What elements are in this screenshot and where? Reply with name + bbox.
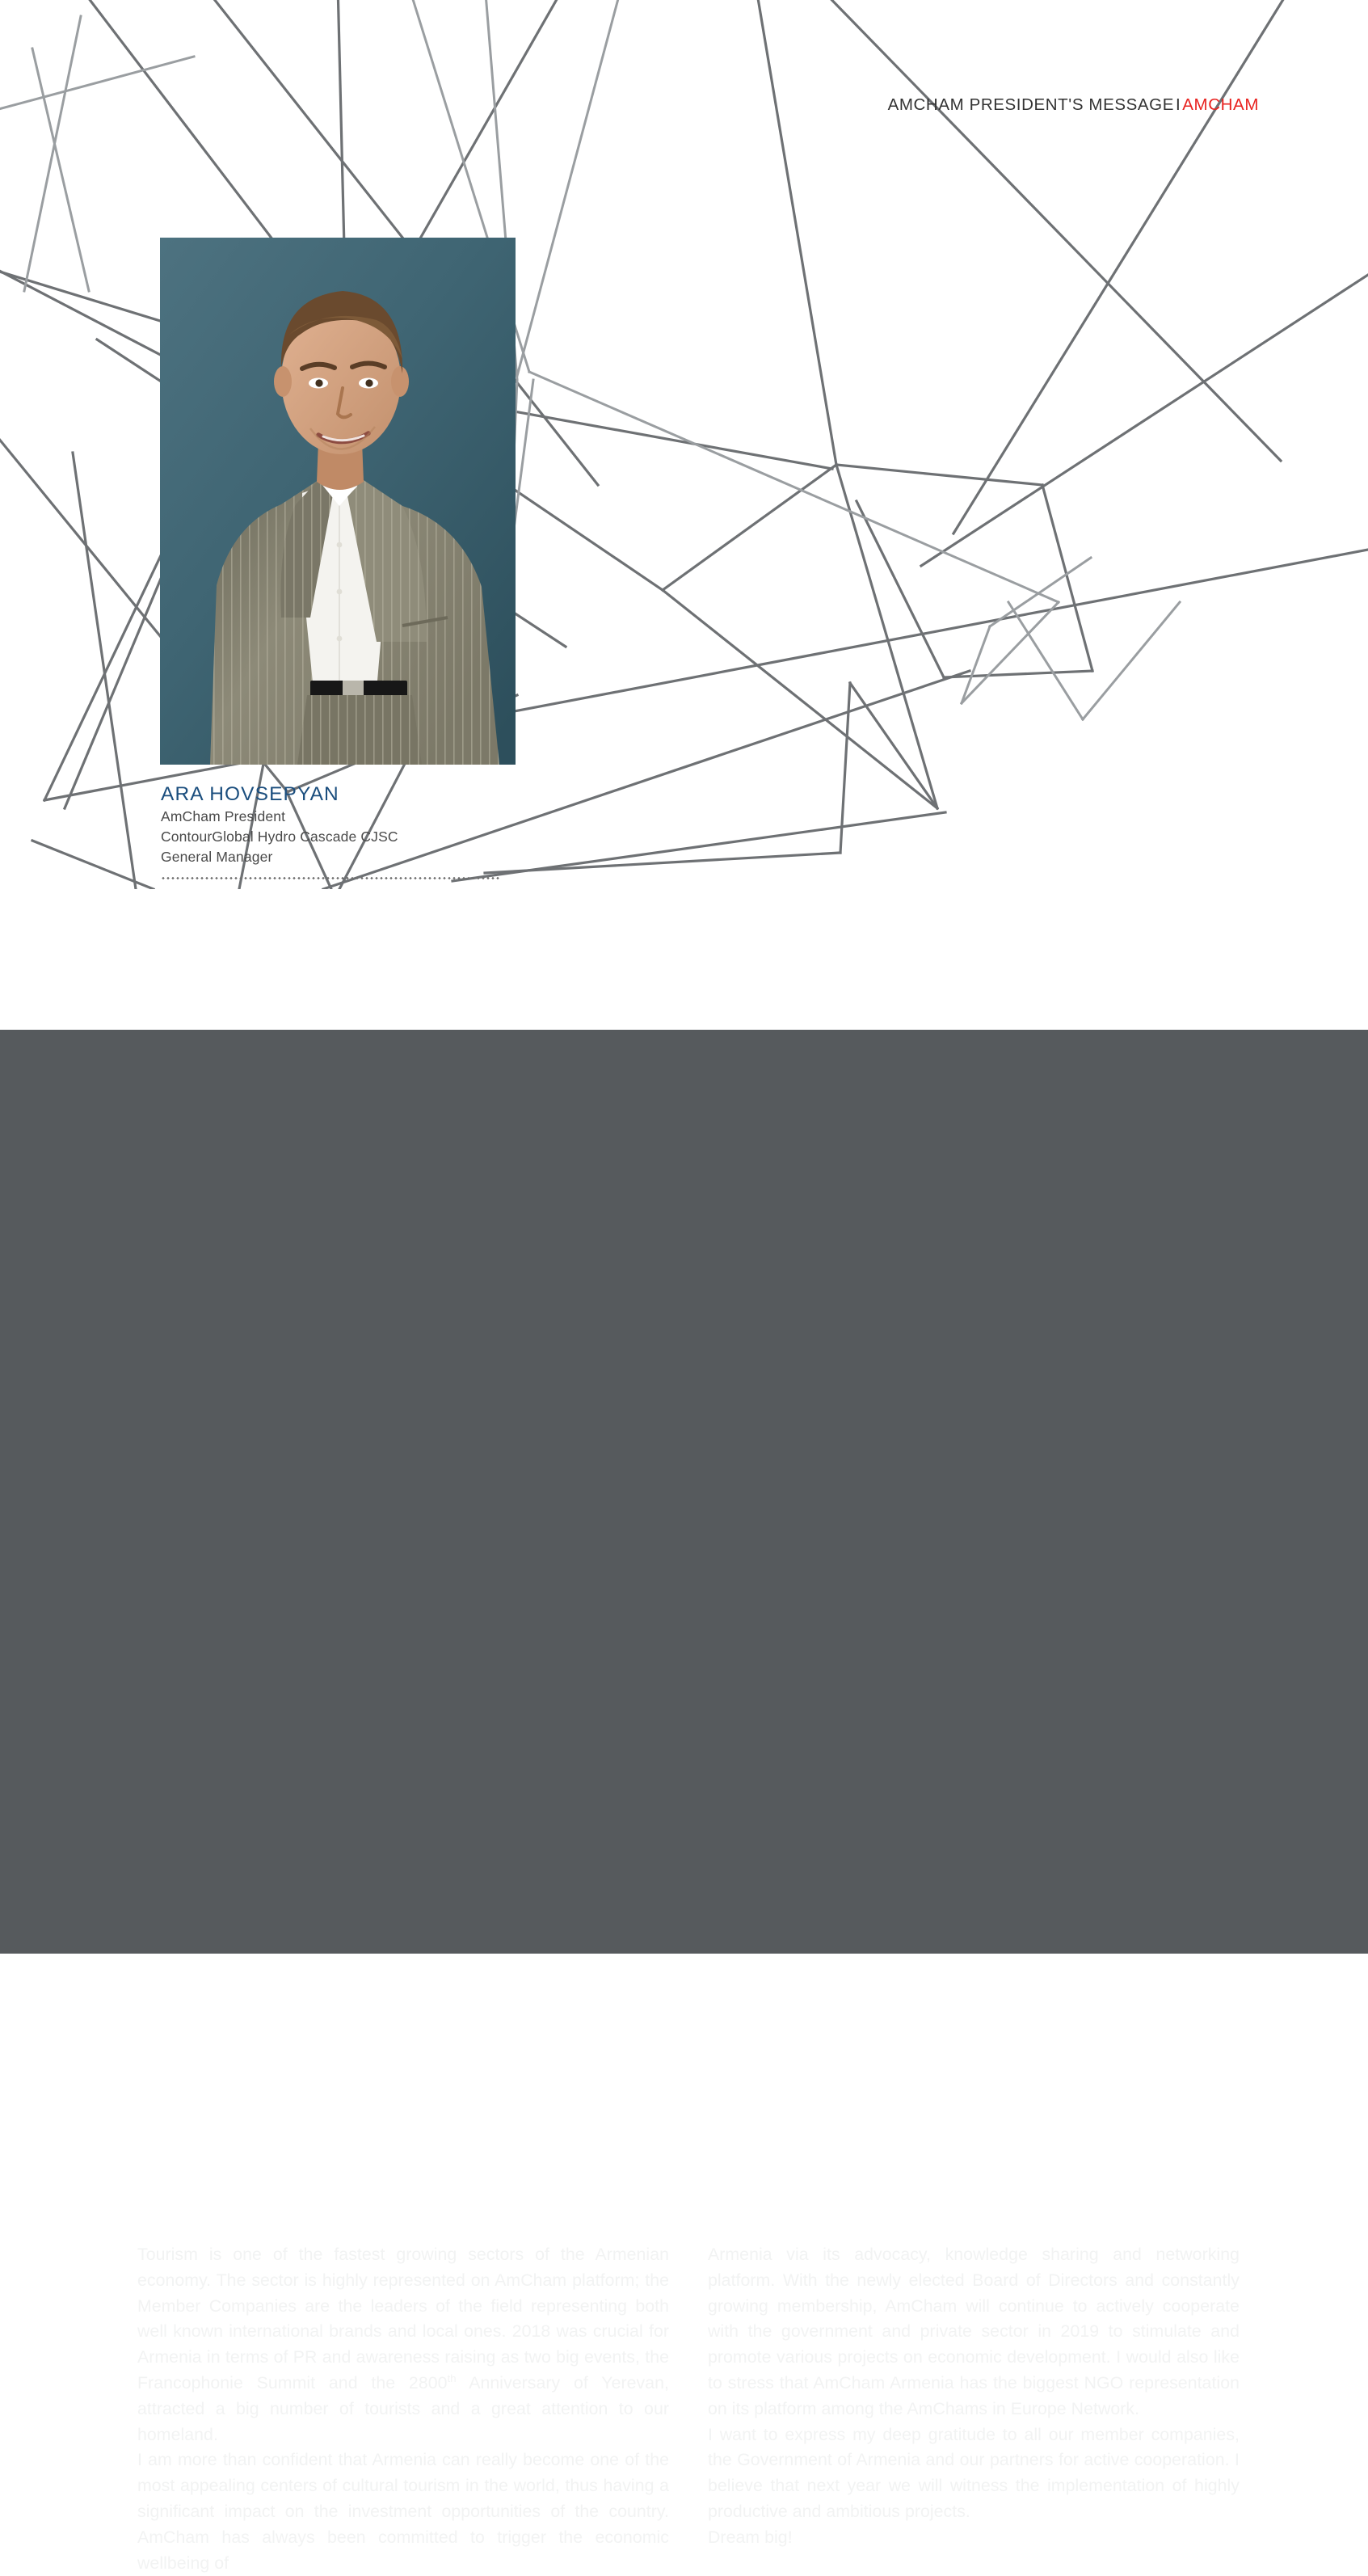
letter-section	[0, 1030, 1368, 2573]
page-header	[888, 95, 1259, 115]
left-p1-part-b: Anniversary of Yerevan, attracted a big number of tourists and a great attention to our homeland.	[137, 2372, 669, 2444]
header-section-label: AMCHAM PRESIDENT'S MESSAGE	[887, 95, 1174, 114]
letter-heading: Dear Readers,	[139, 2148, 343, 2182]
byline-block	[161, 782, 541, 879]
header-brand-label: AMCHAM	[1182, 95, 1259, 114]
dotted-divider	[161, 877, 500, 879]
president-position: General Manager	[161, 848, 273, 865]
top-white-section	[0, 0, 1368, 1030]
right-paragraph-1: Armenia via its advocacy, knowledge sharing and networking platform. With the newly elected Board of Directors and constantly growing membership, AmCham will continue to actively cooperate with the government and private sector in 2019 to stimulate and promote various projects on economic development. I would also like to stress that AmCham Armenia has the biggest NGO representation on its platform among the AmChams in Europe Network.	[708, 2245, 1240, 2418]
left-paragraph-2: I am more than confident that Armenia can really become one of the most appealing centers of cultural tourism in the world, thus having a significant impact on the investment opportunities of the country. AmCham has always been committed to trigger the economic wellbeing of	[137, 2450, 669, 2573]
left-paragraph-1	[137, 2242, 669, 2447]
letter-left-column	[137, 2242, 669, 2576]
president-company: ContourGlobal Hydro Cascade CJSC	[161, 828, 398, 845]
ordinal-suffix: th	[447, 2372, 457, 2384]
header-separator: I	[1175, 95, 1181, 114]
president-role: AmCham President	[161, 807, 286, 824]
letter-right-column	[708, 2242, 1240, 2576]
president-name: ARA HOVSEPYAN	[161, 783, 339, 805]
left-p1-part-a: Tourism is one of the fastest growing sectors of the Armenian economy. The sector is highly represented on AmCham platform; the Member Companies are the leaders of the field representing both well known international brands and local ones. 2018 was crucial for Armenia in terms of PR and awareness raising as two big events, the Francophonie Summit and the 2800	[137, 2245, 669, 2393]
president-portrait-photo	[160, 238, 516, 765]
right-paragraph-2: I want to express my deep gratitude to all our member companies, the Government of Armenia and our partners for active cooperation. I believe that next year we will witness the implementation of highly productive and ambitious projects.	[708, 2424, 1240, 2521]
right-paragraph-3: Dream big!	[708, 2527, 793, 2547]
letter-columns	[137, 2242, 1240, 2576]
